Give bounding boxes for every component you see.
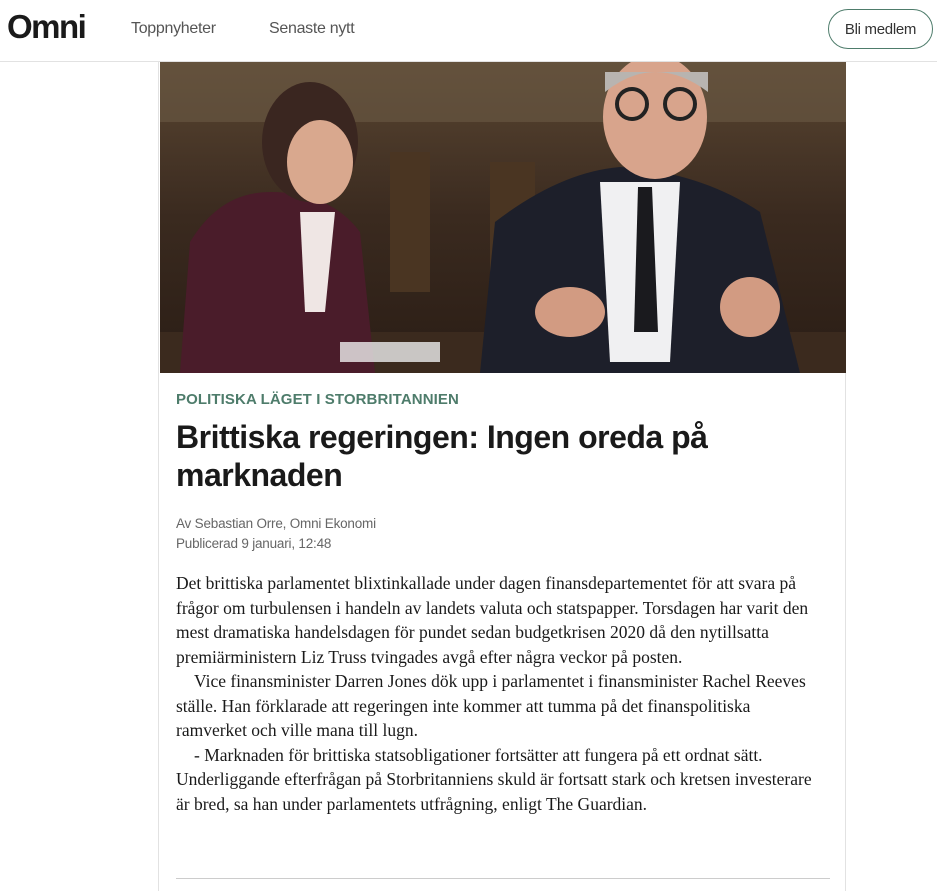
nav-senaste-nytt[interactable]: Senaste nytt: [269, 20, 355, 37]
paragraph: Det brittiska parlamentet blixtinkallade under dagen finansdepartementet för att svara på frågor om turbulensen i handeln av landets valuta och statspapper. Torsdagen har varit den mest dramatiska handelsdagen för pundet sedan budgetkrisen 2020 då den nytillsatta premiärministern Liz Truss tvingades avgå efter några veckor på posten.: [176, 573, 809, 667]
omni-logo[interactable]: Omni: [7, 8, 86, 45]
join-button[interactable]: Bli medlem: [828, 9, 933, 49]
site-header: [0, 0, 937, 62]
article-card: [158, 61, 846, 891]
paragraph: Vice finansminister Darren Jones dök upp i parlamentet i finansminister Rachel Reeves ställe. Han förklarade att regeringen inte kommer att tumma på det finanspolitiska ramverket och ville mana till lugn.: [176, 671, 806, 740]
article-body: [176, 571, 816, 816]
nav-toppnyheter[interactable]: Toppnyheter: [131, 20, 216, 37]
article-title: Brittiska regeringen: Ingen oreda på marknaden: [176, 419, 708, 493]
article-byline: [176, 514, 816, 554]
published-date: Publicerad 9 januari, 12:48: [176, 536, 332, 551]
author-line: Av Sebastian Orre, Omni Ekonomi: [176, 516, 376, 531]
article-content: [176, 391, 816, 816]
article-kicker[interactable]: POLITISKA LÄGET I STORBRITANNIEN: [176, 391, 459, 408]
divider: [176, 878, 830, 879]
paragraph: - Marknaden för brittiska statsobligationer fortsätter att fungera på ett ordnat sätt. Underliggande efterfrågan på Storbritanniens skuld är fortsatt stark och kretsen investerare är bred, sa han under parlamentets utfrågning, enligt The Guardian.: [176, 744, 812, 814]
hero-photo-illustration: [160, 62, 846, 373]
article-hero-image: [160, 62, 846, 373]
